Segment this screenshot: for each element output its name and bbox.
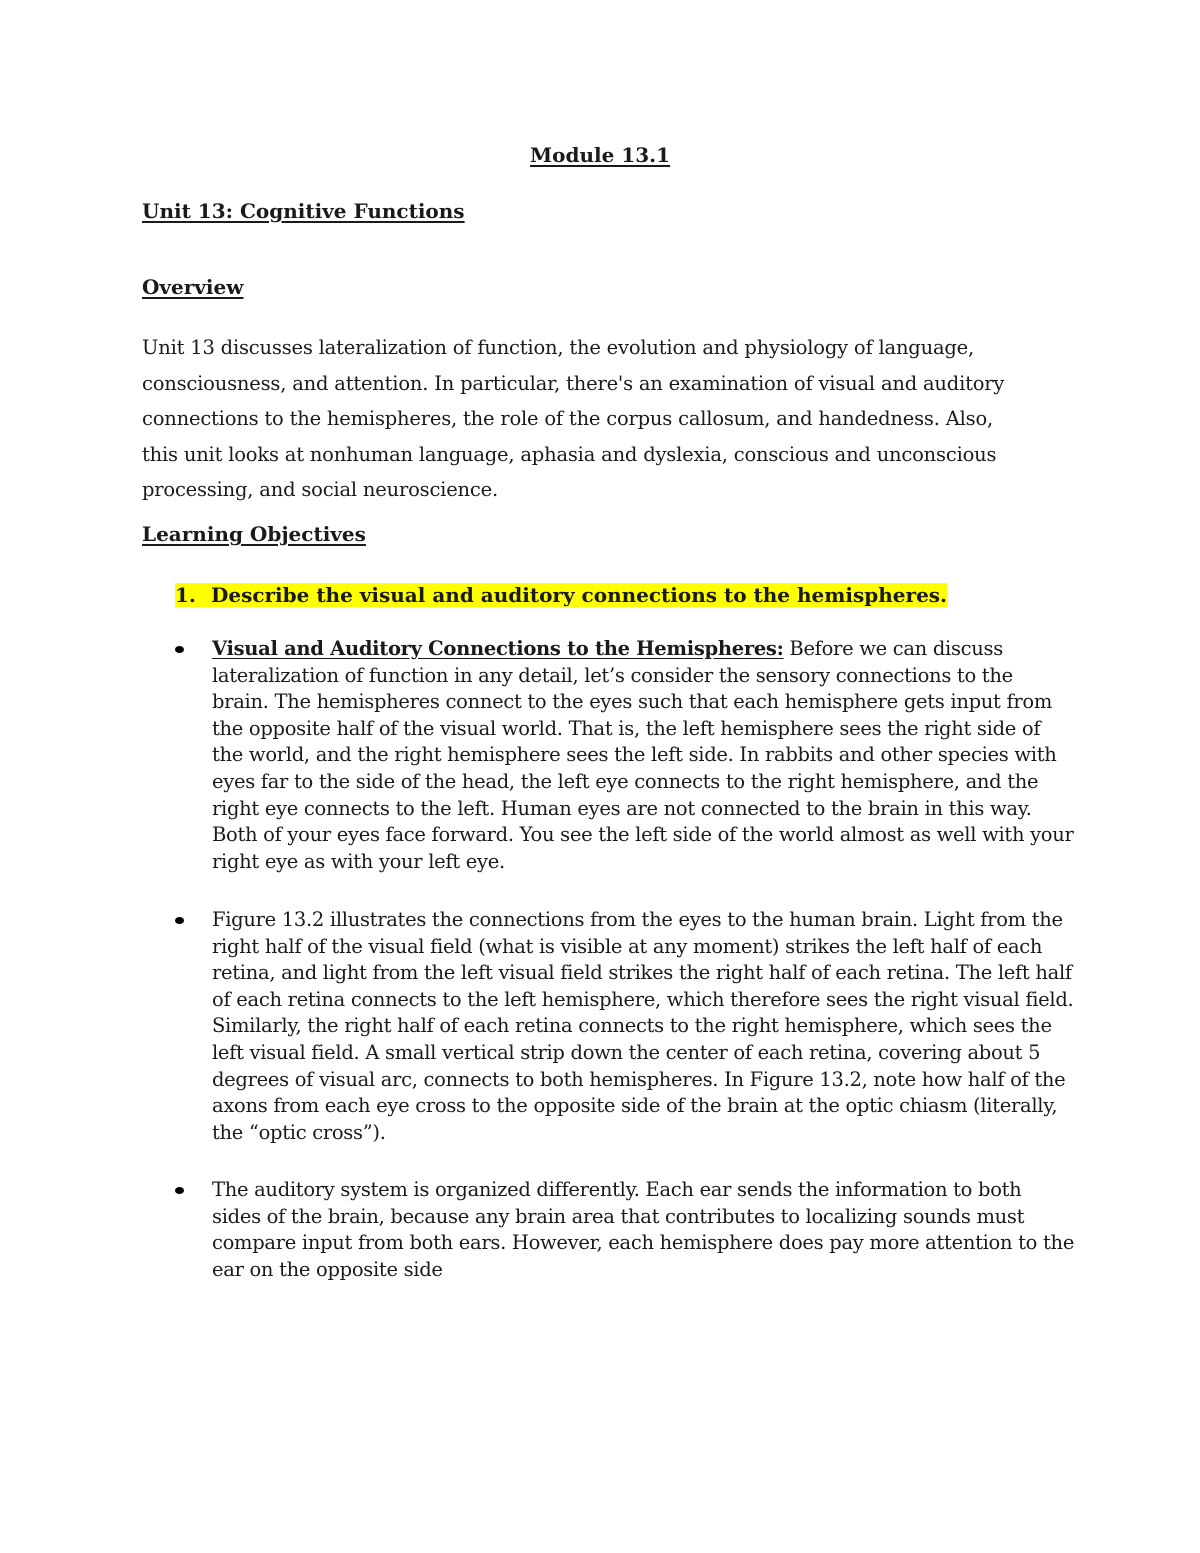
bullet-icon xyxy=(175,917,184,924)
bullet-text xyxy=(212,636,1075,875)
bullet-body: Before we can discuss lateralization of function in any detail, let’s consider the sensory connections to the brain. The hemispheres connect to the eyes such that each hemisphere gets input from the opposite half of the visual world. That is, the left hemisphere sees the right side of the world, and the right hemisphere sees the left side. In rabbits and other species with eyes far to the side of the head, the left eye connects to the right hemisphere, and the right eye connects to the left. Human eyes are not connected to the brain in this way. Both of your eyes face forward. You see the left side of the world almost as well with your right eye as with your left eye. xyxy=(212,637,1074,873)
bullet-body: The auditory system is organized differently. Each ear sends the information to both sides of the brain, because any brain area that contributes to localizing sounds must compare input from both ears. However, each hemisphere does pay more attention to the ear on the opposite side xyxy=(212,1178,1075,1281)
objective-number: 1. xyxy=(175,583,211,607)
learning-objectives-heading: Learning Objectives xyxy=(142,522,366,546)
bullet-body: Figure 13.2 illustrates the connections from the eyes to the human brain. Light from the right half of the visual field (what is visible at any moment) strikes the left half of each retina, and light from the left visual field strikes the right half of each retina. The left half of each retina connects to the left hemisphere, which therefore sees the right visual field. Similarly, the right half of each retina connects to the right hemisphere, which sees the left visual field. A small vertical strip down the center of each retina, covering about 5 degrees of visual arc, connects to both hemispheres. In Figure 13.2, note how half of the axons from each eye cross to the opposite side of the brain at the optic chiasm (literally, the “optic cross”). xyxy=(212,908,1074,1144)
overview-heading: Overview xyxy=(142,275,244,299)
bullet-text xyxy=(212,907,1075,1146)
overview-paragraph: Unit 13 discusses lateralization of function, the evolution and physiology of language, consciousness, and attention. In particular, there's an examination of visual and auditory connections to the hemispheres, the role of the corpus callosum, and handedness. Also, this unit looks at nonhuman language, aphasia and dyslexia, conscious and unconscious processing, and social neuroscience. xyxy=(142,336,1005,501)
bullet-lead: Visual and Auditory Connections to the Hemispheres: xyxy=(212,637,784,660)
bullet-icon xyxy=(175,1187,184,1194)
bullet-text xyxy=(212,1177,1075,1283)
bullet-icon xyxy=(175,646,184,653)
learning-objective-1 xyxy=(175,583,947,607)
objective-text: Describe the visual and auditory connections to the hemispheres. xyxy=(211,583,948,607)
unit-heading: Unit 13: Cognitive Functions xyxy=(142,199,465,223)
module-title: Module 13.1 xyxy=(530,143,670,167)
